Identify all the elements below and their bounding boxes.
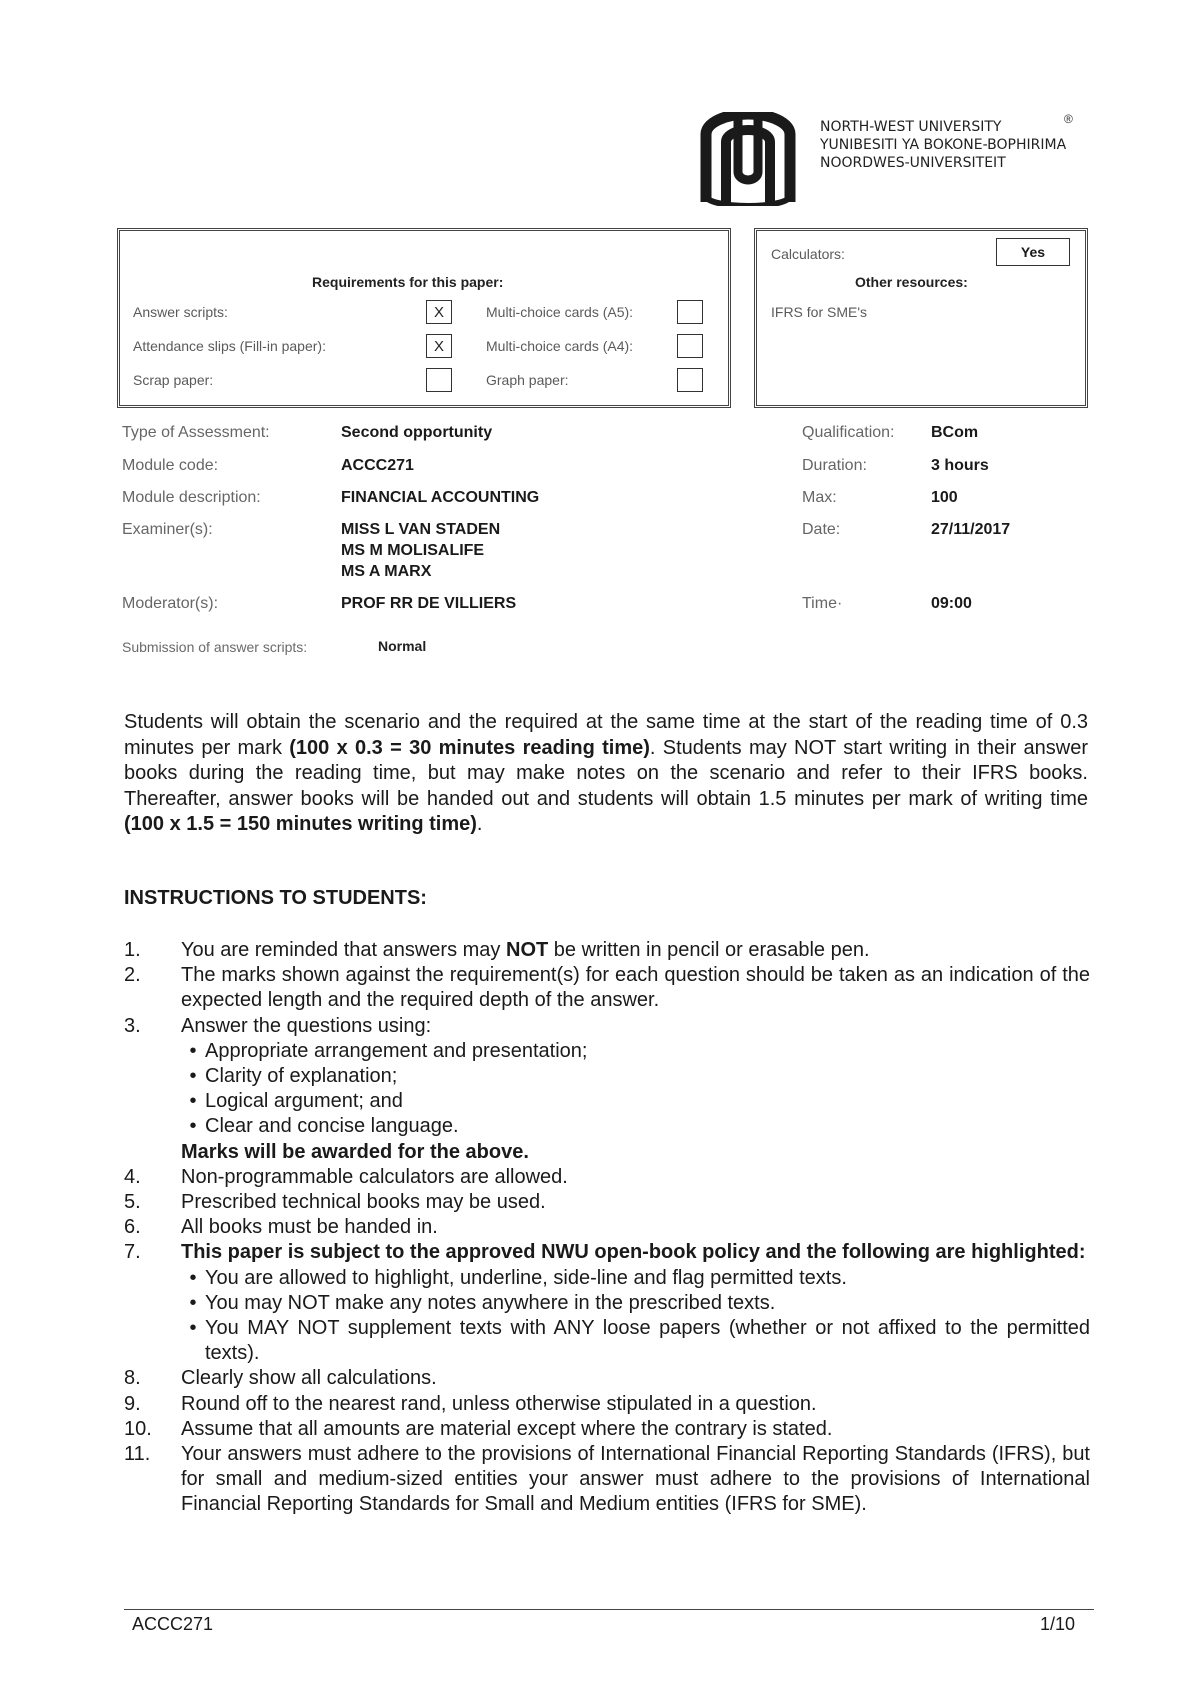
moderator-value: PROF RR DE VILLIERS (341, 595, 517, 612)
module-code-value: ACCC271 (341, 457, 414, 474)
duration-value: 3 hours (931, 457, 989, 474)
qualification-label: Qualification: (802, 424, 895, 441)
bullet-item: • You may NOT make any notes anywhere in the prescribed texts. (189, 1291, 776, 1314)
instruction-item: 5. Prescribed technical books may be used. (124, 1191, 546, 1214)
req-answer-scripts-checkbox[interactable]: X (426, 300, 452, 324)
req-mc-a5-checkbox[interactable] (677, 300, 703, 324)
module-desc-label: Module description: (122, 489, 261, 506)
footer-page-number: 1/10 (1040, 1614, 1076, 1634)
instruction-item: 6. All books must be handed in. (124, 1216, 438, 1239)
req-scrap-paper-label: Scrap paper: (133, 372, 214, 388)
other-resources-item: IFRS for SME's (771, 304, 868, 320)
time-label: Time· (802, 595, 843, 612)
instructions-heading: INSTRUCTIONS TO STUDENTS: (124, 887, 427, 909)
reading-time-paragraph: Students will obtain the scenario and the required at the same time at the start of the reading time of 0.3 minutes per mark (100 x 0.3 = 30 minutes reading time). Students may NOT start writing in their answer books during the reading time, but may make notes on the scenario and refer to their IFRS books. Thereafter, answer books will be handed out and students will obtain 1.5 minutes per mark of writing time (100 x 1.5 = 150 minutes writing time). (124, 711, 1088, 835)
bullet-item: • You MAY NOT supplement texts with ANY loose papers (whether or not affixed to the permitted texts). (189, 1317, 1090, 1365)
type-value: Second opportunity (341, 424, 493, 441)
submission-value: Normal (378, 638, 427, 654)
other-resources-title: Other resources: (855, 274, 968, 290)
examiner-values: MISS L VAN STADEN MS M MOLISALIFE MS A MARX (341, 521, 501, 580)
instruction-item: 3. Answer the questions using: (124, 1014, 432, 1037)
examiner-label: Examiner(s): (122, 521, 213, 538)
instruction-item: 1. You are reminded that answers may NOT be written in pencil or erasable pen. (124, 939, 870, 961)
time-value: 09:00 (931, 595, 972, 612)
instructions-list (124, 938, 1090, 1518)
req-attendance-slips-label: Attendance slips (Fill-in paper): (133, 338, 326, 354)
bullet-item: • Appropriate arrangement and presentation; (189, 1039, 588, 1062)
instruction-item: 2. The marks shown against the requirement(s) for each question should be taken as an indication of the expected length and the required depth of the answer. (124, 964, 1090, 1012)
footer-divider (124, 1609, 1094, 1610)
req-graph-paper-checkbox[interactable] (677, 368, 703, 392)
nwu-logo-icon (700, 112, 796, 206)
req-mc-a4-checkbox[interactable] (677, 334, 703, 358)
moderator-label: Moderator(s): (122, 595, 219, 612)
req-mc-a5-label: Multi-choice cards (A5): (486, 304, 634, 320)
date-value: 27/11/2017 (931, 521, 1011, 538)
module-code-label: Module code: (122, 457, 219, 474)
type-label: Type of Assessment: (122, 424, 270, 441)
max-label: Max: (802, 489, 837, 506)
requirements-title: Requirements for this paper: (312, 274, 504, 290)
req-answer-scripts-label: Answer scripts: (133, 304, 228, 320)
req-attendance-slips-checkbox[interactable]: X (426, 334, 452, 358)
calculators-value: Yes (996, 238, 1070, 266)
bullet-item: • You are allowed to highlight, underline, side-line and flag permitted texts. (189, 1266, 847, 1289)
instruction-item: 10. Assume that all amounts are material except where the contrary is stated. (124, 1417, 833, 1440)
req-mc-a4-label: Multi-choice cards (A4): (486, 338, 634, 354)
calculators-label: Calculators: (771, 246, 845, 262)
instruction-note: Marks will be awarded for the above. (181, 1140, 529, 1163)
bullet-item: • Clear and concise language. (189, 1115, 459, 1138)
max-value: 100 (931, 489, 958, 506)
date-label: Date: (802, 521, 841, 538)
university-name: NORTH-WEST UNIVERSITY YUNIBESITI YA BOKONE-BOPHIRIMA NOORDWES-UNIVERSITEIT (820, 119, 1067, 171)
registered-mark: ® (1064, 112, 1073, 126)
req-graph-paper-label: Graph paper: (486, 372, 569, 388)
instruction-item: 9. Round off to the nearest rand, unless otherwise stipulated in a question. (124, 1392, 817, 1415)
instruction-item: 8. Clearly show all calculations. (124, 1367, 437, 1390)
module-desc-value: FINANCIAL ACCOUNTING (341, 489, 540, 506)
instruction-item: 11. Your answers must adhere to the provisions of International Financial Reporting Standards (IFRS), but for small and medium-sized entities your answer must adhere to the provisions of International Financial Reporting Standards for Small and Medium entities (IFRS for SME). (124, 1443, 1090, 1516)
bullet-item: • Logical argument; and (189, 1090, 403, 1113)
qualification-value: BCom (931, 424, 979, 441)
instruction-item: 7. This paper is subject to the approved NWU open-book policy and the following are highlighted: (124, 1241, 1086, 1264)
instruction-item: 4. Non-programmable calculators are allowed. (124, 1165, 568, 1188)
duration-label: Duration: (802, 457, 867, 474)
bullet-item: • Clarity of explanation; (189, 1065, 398, 1088)
req-scrap-paper-checkbox[interactable] (426, 368, 452, 392)
footer-module-code: ACCC271 (132, 1614, 214, 1634)
submission-label: Submission of answer scripts: (122, 639, 308, 655)
